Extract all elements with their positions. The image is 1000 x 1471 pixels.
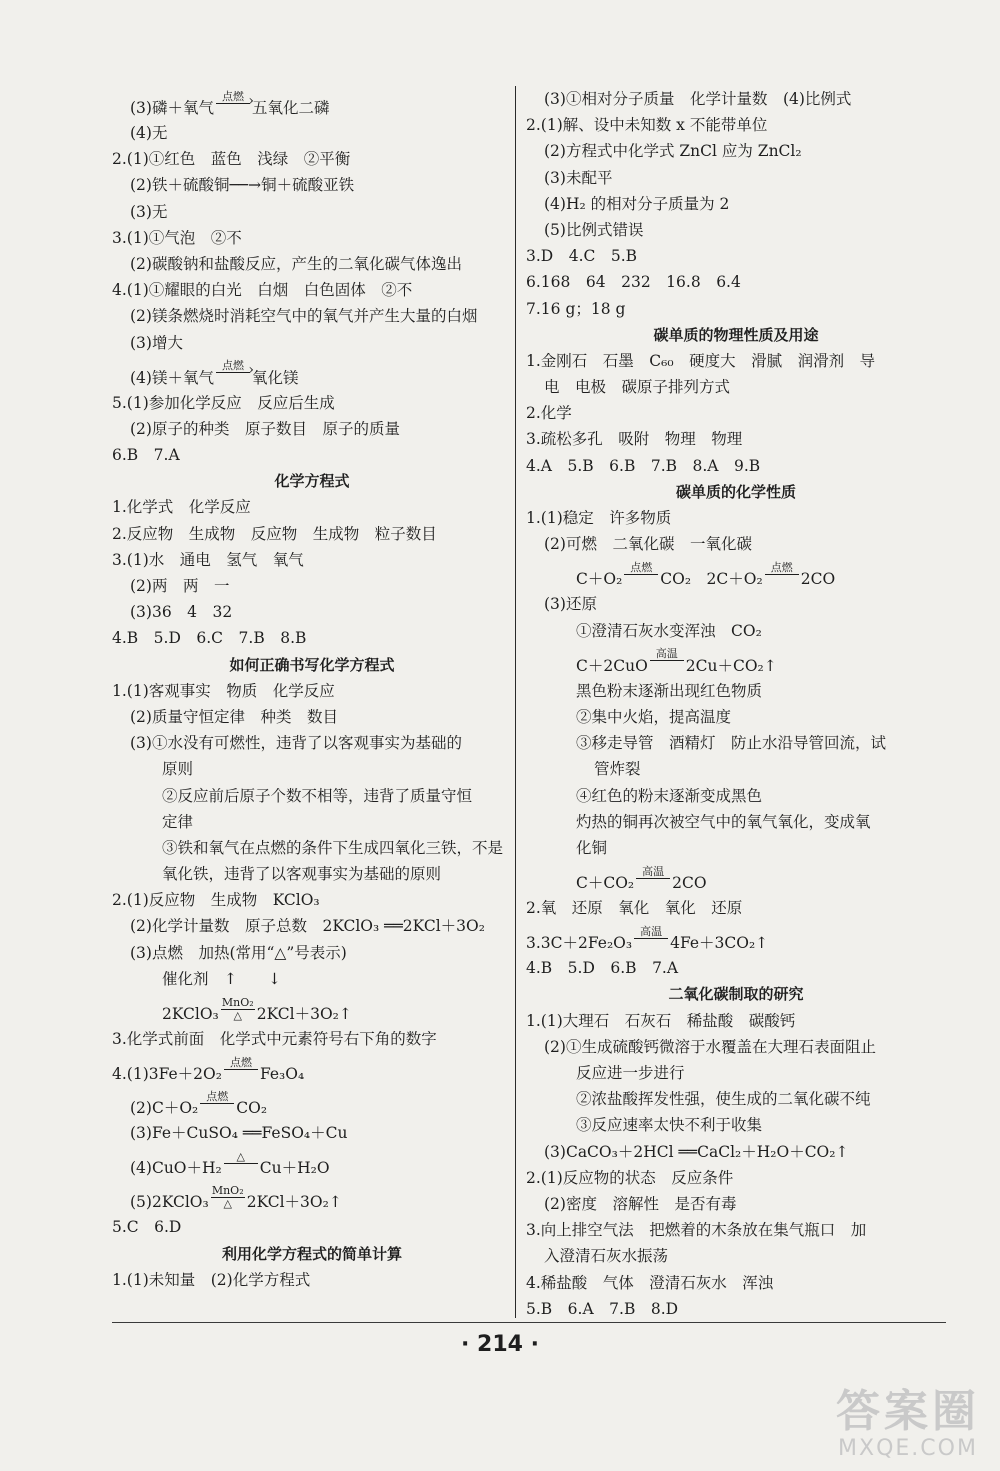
answer-text: 3.(1)①气泡 ②不 <box>112 228 242 247</box>
answer-text: 3.(1)水 通电 氢气 氧气 <box>112 550 304 569</box>
answer-line <box>112 303 512 329</box>
reaction-bar <box>200 1103 234 1104</box>
answer-line <box>112 809 512 835</box>
answer-text: (3)Fe＋CuSO₄ ══FeSO₄＋Cu <box>130 1124 348 1143</box>
answer-text: 2.(1)①红色 蓝色 浅绿 ②平衡 <box>112 150 351 169</box>
answer-line <box>112 756 512 782</box>
answer-text: 黑色粉末逐渐出现红色物质 <box>576 681 763 700</box>
answer-line <box>526 678 946 704</box>
answer-text: (3)36 4 32 <box>130 603 233 622</box>
answer-text: 2.(1)解、设中未知数 x 不能带单位 <box>526 116 768 135</box>
answer-line <box>112 172 512 198</box>
answer-text: 1.化学式 化学反应 <box>112 498 251 517</box>
answer-text: (2)原子的种类 原子数目 原子的质量 <box>130 419 400 438</box>
reaction-condition <box>221 997 255 1022</box>
answer-text: (3)CaCO₃＋2HCl ══CaCl₂＋H₂O＋CO₂↑ <box>544 1142 849 1161</box>
answer-line <box>526 1086 946 1112</box>
answer-line <box>526 618 946 644</box>
answer-text: (3)还原 <box>544 595 597 614</box>
answer-line <box>526 1008 946 1034</box>
answer-text: 管炸裂 <box>594 760 641 779</box>
answer-text: ②反应前后原子个数不相等，违背了质量守恒 <box>162 786 473 805</box>
column-divider <box>515 86 516 1318</box>
answer-text: C＋CO₂ <box>576 874 635 893</box>
answer-line <box>112 356 512 390</box>
answer-text: 2.化学 <box>526 404 572 423</box>
answer-line <box>526 835 946 861</box>
answer-text: 4.(1)①耀眼的白光 白烟 白色固体 ②不 <box>112 281 413 300</box>
answer-line <box>526 809 946 835</box>
answer-text: (3)①水没有可燃性，违背了以客观事实为基础的 <box>130 734 462 753</box>
reaction-condition <box>216 91 250 116</box>
answer-text: (2)铁＋硫酸铜──→铜＋硫酸亚铁 <box>130 176 355 195</box>
reaction-condition <box>200 1091 234 1116</box>
answer-line <box>526 1270 946 1296</box>
answer-text-product: 2KCl＋3O₂↑ <box>256 1005 352 1023</box>
answer-text: 2.(1)反应物 生成物 KClO₃ <box>112 891 320 910</box>
answer-line <box>112 146 512 172</box>
page-number: · 214 · <box>461 1332 539 1357</box>
answer-text-product: 2KCl＋3O₂↑ <box>246 1193 342 1212</box>
answer-line <box>112 120 512 146</box>
answer-text: 4.B 5.D 6.B 7.A <box>526 959 679 978</box>
answer-line <box>112 704 512 730</box>
footer-rule <box>112 1322 946 1323</box>
answer-text: 3.向上排空气法 把燃着的木条放在集气瓶口 加 <box>526 1221 867 1240</box>
answer-line <box>112 547 512 573</box>
answer-line <box>112 86 512 120</box>
answer-line <box>112 1267 512 1293</box>
answer-line <box>526 191 946 217</box>
answer-line <box>112 678 512 704</box>
answer-text: 5.B 6.A 7.B 8.D <box>526 1299 679 1318</box>
answer-text: 1.金刚石 石墨 C₆₀ 硬度大 滑腻 润滑剂 导 <box>526 351 876 370</box>
answer-text: 氧化铁，违背了以客观事实为基础的原则 <box>162 865 442 884</box>
answer-line <box>526 165 946 191</box>
answer-text-product: Fe₃O₄ <box>259 1065 305 1084</box>
answer-line <box>526 86 946 112</box>
answer-text: 二氧化碳制取的研究 <box>668 985 804 1004</box>
answer-text-product: CO₂ <box>236 1099 268 1118</box>
condition-above: 点燃 <box>630 560 653 574</box>
condition-above: 点燃 <box>206 1089 229 1103</box>
answer-text-product: 2CO <box>672 874 707 893</box>
answer-text-product: 2CO <box>800 570 836 589</box>
answer-line <box>526 374 946 400</box>
answer-text: (2)化学计量数 原子总数 2KClO₃ ══2KCl＋3O₂ <box>130 917 485 936</box>
answer-line <box>526 1191 946 1217</box>
condition-above: 点燃 <box>221 89 244 103</box>
answer-line <box>112 625 512 651</box>
answer-line <box>112 251 512 277</box>
answer-text: C＋2CuO <box>576 656 648 675</box>
answer-text-product: 2Cu＋CO₂↑ <box>685 656 777 675</box>
answer-line <box>526 348 946 374</box>
answer-text-product: Cu＋H₂O <box>259 1159 330 1178</box>
answer-text: ④红色的粉末逐渐变成黑色 <box>576 786 763 805</box>
answer-text: (2)密度 溶解性 是否有毒 <box>544 1194 737 1213</box>
answer-text: (3)磷＋氧气 <box>130 99 214 117</box>
answer-line <box>526 921 946 955</box>
answer-line <box>526 557 946 591</box>
answer-line <box>112 330 512 356</box>
answer-line <box>112 1146 512 1180</box>
condition-above: 点燃 <box>229 1055 252 1069</box>
answer-text: 碳单质的物理性质及用途 <box>653 325 819 344</box>
answer-line <box>526 1139 946 1165</box>
answer-text: 3.D 4.C 5.B <box>526 247 638 266</box>
answer-text: 4.稀盐酸 气体 澄清石灰水 浑浊 <box>526 1273 774 1292</box>
condition-above: 高温 <box>642 864 665 878</box>
answer-line <box>112 913 512 939</box>
answer-text: 电 电极 碳原子排列方式 <box>544 378 731 397</box>
condition-below: △ <box>223 1196 232 1210</box>
answer-text: (2)碳酸钠和盐酸反应，产生的二氧化碳气体逸出 <box>130 254 462 273</box>
reaction-bar <box>634 938 668 939</box>
answer-text: 4.(1)3Fe＋2O₂ <box>112 1065 222 1084</box>
answer-text: 2.氧 还原 氧化 氧化 还原 <box>526 899 743 918</box>
answer-text: 碳单质的化学性质 <box>675 482 796 501</box>
answer-text: 3.疏松多孔 吸附 物理 物理 <box>526 430 743 449</box>
answer-line <box>112 887 512 913</box>
condition-above: MnO₂ <box>211 1183 244 1197</box>
reaction-condition <box>636 866 670 891</box>
answer-text: 5.(1)参加化学反应 反应后生成 <box>112 393 335 412</box>
answer-text: 原则 <box>162 760 194 779</box>
answer-text-product: 氧化镁 <box>251 368 299 387</box>
answer-line <box>526 783 946 809</box>
answer-text: 2KClO₃ <box>162 1005 219 1023</box>
reaction-condition <box>224 1151 258 1176</box>
condition-above: △ <box>236 1149 245 1163</box>
answer-text: (2)方程式中化学式 ZnCl 应为 ZnCl₂ <box>544 142 802 161</box>
answer-line <box>526 217 946 243</box>
answer-text: (4)H₂ 的相对分子质量为 2 <box>544 194 730 213</box>
answer-line <box>526 1112 946 1138</box>
answer-line <box>112 277 512 303</box>
section-title <box>112 652 512 678</box>
answer-line <box>112 1120 512 1146</box>
answer-line <box>526 1243 946 1269</box>
answer-text: 1.(1)稳定 许多物质 <box>526 509 672 527</box>
answer-line <box>526 1296 946 1322</box>
section-title <box>112 468 512 494</box>
section-title <box>526 479 946 505</box>
reaction-condition <box>650 648 684 673</box>
answer-line <box>112 940 512 966</box>
section-title <box>112 1241 512 1267</box>
reaction-condition <box>211 1185 245 1210</box>
reaction-bar <box>650 660 684 661</box>
answer-line <box>112 730 512 756</box>
answer-line <box>112 494 512 520</box>
answer-line <box>526 756 946 782</box>
section-title <box>526 322 946 348</box>
answer-line <box>526 861 946 895</box>
answer-line <box>526 955 946 981</box>
condition-below: △ <box>233 1008 242 1022</box>
answer-text: (4)CuO＋H₂ <box>130 1159 222 1178</box>
answer-line <box>112 521 512 547</box>
answer-line <box>112 992 512 1026</box>
answer-line <box>112 861 512 887</box>
answer-line <box>526 1217 946 1243</box>
answer-line <box>526 591 946 617</box>
reaction-bar <box>216 103 250 104</box>
answer-line <box>112 1026 512 1052</box>
answer-text-product: 4Fe＋3CO₂↑ <box>670 934 769 953</box>
answer-text: 1.(1)未知量 (2)化学方程式 <box>112 1270 311 1289</box>
answer-text: 4.A 5.B 6.B 7.B 8.A 9.B <box>526 456 761 475</box>
answer-line <box>526 644 946 678</box>
answer-text: (3)未配平 <box>544 168 613 187</box>
answer-text: (5)2KClO₃ <box>130 1193 209 1212</box>
condition-above: 点燃 <box>221 359 244 373</box>
answer-text-product: CO₂ 2C＋O₂ <box>660 570 763 589</box>
answer-text: 2.反应物 生成物 反应物 生成物 粒子数目 <box>112 524 437 543</box>
answer-text: 反应进一步进行 <box>576 1064 685 1082</box>
condition-above: 高温 <box>640 924 663 938</box>
right-column <box>526 86 946 1322</box>
watermark-logo: 答案圈 <box>836 1386 980 1437</box>
answer-text: 4.B 5.D 6.C 7.B 8.B <box>112 629 307 648</box>
reaction-bar <box>765 574 799 575</box>
answer-text: (3)①相对分子质量 化学计量数 (4)比例式 <box>544 90 852 108</box>
answer-line <box>112 1214 512 1240</box>
answer-text: ③移走导管 酒精灯 防止水沿导管回流，试 <box>576 734 887 753</box>
answer-line <box>526 112 946 138</box>
answer-text: 定律 <box>162 812 194 831</box>
answer-text: 1.(1)客观事实 物质 化学反应 <box>112 681 335 700</box>
answer-text: 5.C 6.D <box>112 1218 182 1237</box>
condition-above: MnO₂ <box>221 995 254 1009</box>
answer-text: 催化剂 ↑ ↓ <box>162 969 281 988</box>
answer-line <box>526 531 946 557</box>
answer-text: ③铁和氧气在点燃的条件下生成四氧化三铁，不是 <box>162 838 504 857</box>
answer-text: 2.(1)反应物的状态 反应条件 <box>526 1168 734 1187</box>
watermark-url: MXQE.COM <box>838 1436 978 1461</box>
answer-line <box>526 243 946 269</box>
answer-line <box>112 1052 512 1086</box>
answer-text: ②浓盐酸挥发性强，使生成的二氧化碳不纯 <box>576 1090 871 1109</box>
answer-text: 3.化学式前面 化学式中元素符号右下角的数字 <box>112 1030 437 1048</box>
answer-line <box>112 1180 512 1214</box>
answer-line <box>526 730 946 756</box>
reaction-condition <box>634 926 668 951</box>
answer-line <box>112 442 512 468</box>
answer-line <box>526 1034 946 1060</box>
answer-line <box>526 453 946 479</box>
answer-text: (2)质量守恒定律 种类 数目 <box>130 707 338 726</box>
answer-line <box>526 895 946 921</box>
answer-line <box>112 599 512 625</box>
answer-text: (3)增大 <box>130 333 183 352</box>
answer-text: ①澄清石灰水变浑浊 CO₂ <box>576 621 762 640</box>
answer-line <box>112 416 512 442</box>
answer-line <box>526 296 946 322</box>
reaction-bar <box>224 1163 258 1164</box>
answer-text: 6.B 7.A <box>112 446 180 465</box>
answer-text: C＋O₂ <box>576 570 623 589</box>
answer-text: 3.3C＋2Fe₂O₃ <box>526 934 633 953</box>
answer-text: 1.(1)大理石 石灰石 稀盐酸 碳酸钙 <box>526 1011 796 1030</box>
answer-line <box>526 400 946 426</box>
reaction-condition <box>624 562 658 587</box>
answer-line <box>112 783 512 809</box>
watermark <box>836 1388 980 1461</box>
answer-text: (4)无 <box>130 124 168 142</box>
answer-text: (2)可燃 二氧化碳 一氧化碳 <box>544 535 752 554</box>
answer-line <box>526 269 946 295</box>
answer-text: (3)无 <box>130 202 168 221</box>
section-title <box>526 981 946 1007</box>
answer-text: 入澄清石灰水振荡 <box>544 1247 669 1266</box>
answer-text: (4)镁＋氧气 <box>130 368 214 387</box>
answer-line <box>526 704 946 730</box>
answer-text: ②集中火焰，提高温度 <box>576 707 732 726</box>
answer-line <box>112 390 512 416</box>
answer-text: 6.168 64 232 16.8 6.4 <box>526 273 741 292</box>
reaction-condition <box>216 360 250 385</box>
condition-above: 点燃 <box>770 560 793 574</box>
answer-line <box>112 199 512 225</box>
answer-line <box>526 505 946 531</box>
answer-line <box>112 1086 512 1120</box>
reaction-condition <box>224 1057 258 1082</box>
answer-text: (5)比例式错误 <box>544 220 644 239</box>
reaction-bar <box>224 1069 258 1070</box>
answer-line <box>112 573 512 599</box>
answer-text: 如何正确书写化学方程式 <box>229 655 395 674</box>
answer-line <box>112 225 512 251</box>
answer-text-product: 五氧化二磷 <box>251 99 330 117</box>
answer-text: (3)点燃 加热(常用“△”号表示) <box>130 943 347 962</box>
answer-line <box>112 966 512 992</box>
answer-line <box>112 835 512 861</box>
reaction-condition <box>765 562 799 587</box>
answer-line <box>526 1165 946 1191</box>
answer-text: (2)镁条燃烧时消耗空气中的氧气并产生大量的白烟 <box>130 307 478 326</box>
answer-text: 利用化学方程式的简单计算 <box>221 1244 402 1263</box>
answer-line <box>526 138 946 164</box>
left-column <box>112 86 512 1293</box>
reaction-bar <box>624 574 658 575</box>
answer-text: 灼热的铜再次被空气中的氧气氧化，变成氧 <box>576 812 871 831</box>
answer-text: (2)C＋O₂ <box>130 1099 199 1118</box>
condition-above: 高温 <box>655 647 678 661</box>
answer-text: 化铜 <box>576 838 608 857</box>
answer-text: ③反应速率太快不利于收集 <box>576 1116 763 1135</box>
answer-line <box>526 426 946 452</box>
answer-line <box>526 1060 946 1086</box>
reaction-bar <box>636 878 670 879</box>
answer-text: 7.16 g；18 g <box>526 299 626 318</box>
answer-text: (2)两 两 一 <box>130 577 230 595</box>
reaction-bar <box>216 372 250 373</box>
answer-text: 化学方程式 <box>274 472 350 491</box>
answer-text: (2)①生成硫酸钙微溶于水覆盖在大理石表面阻止 <box>544 1037 876 1056</box>
